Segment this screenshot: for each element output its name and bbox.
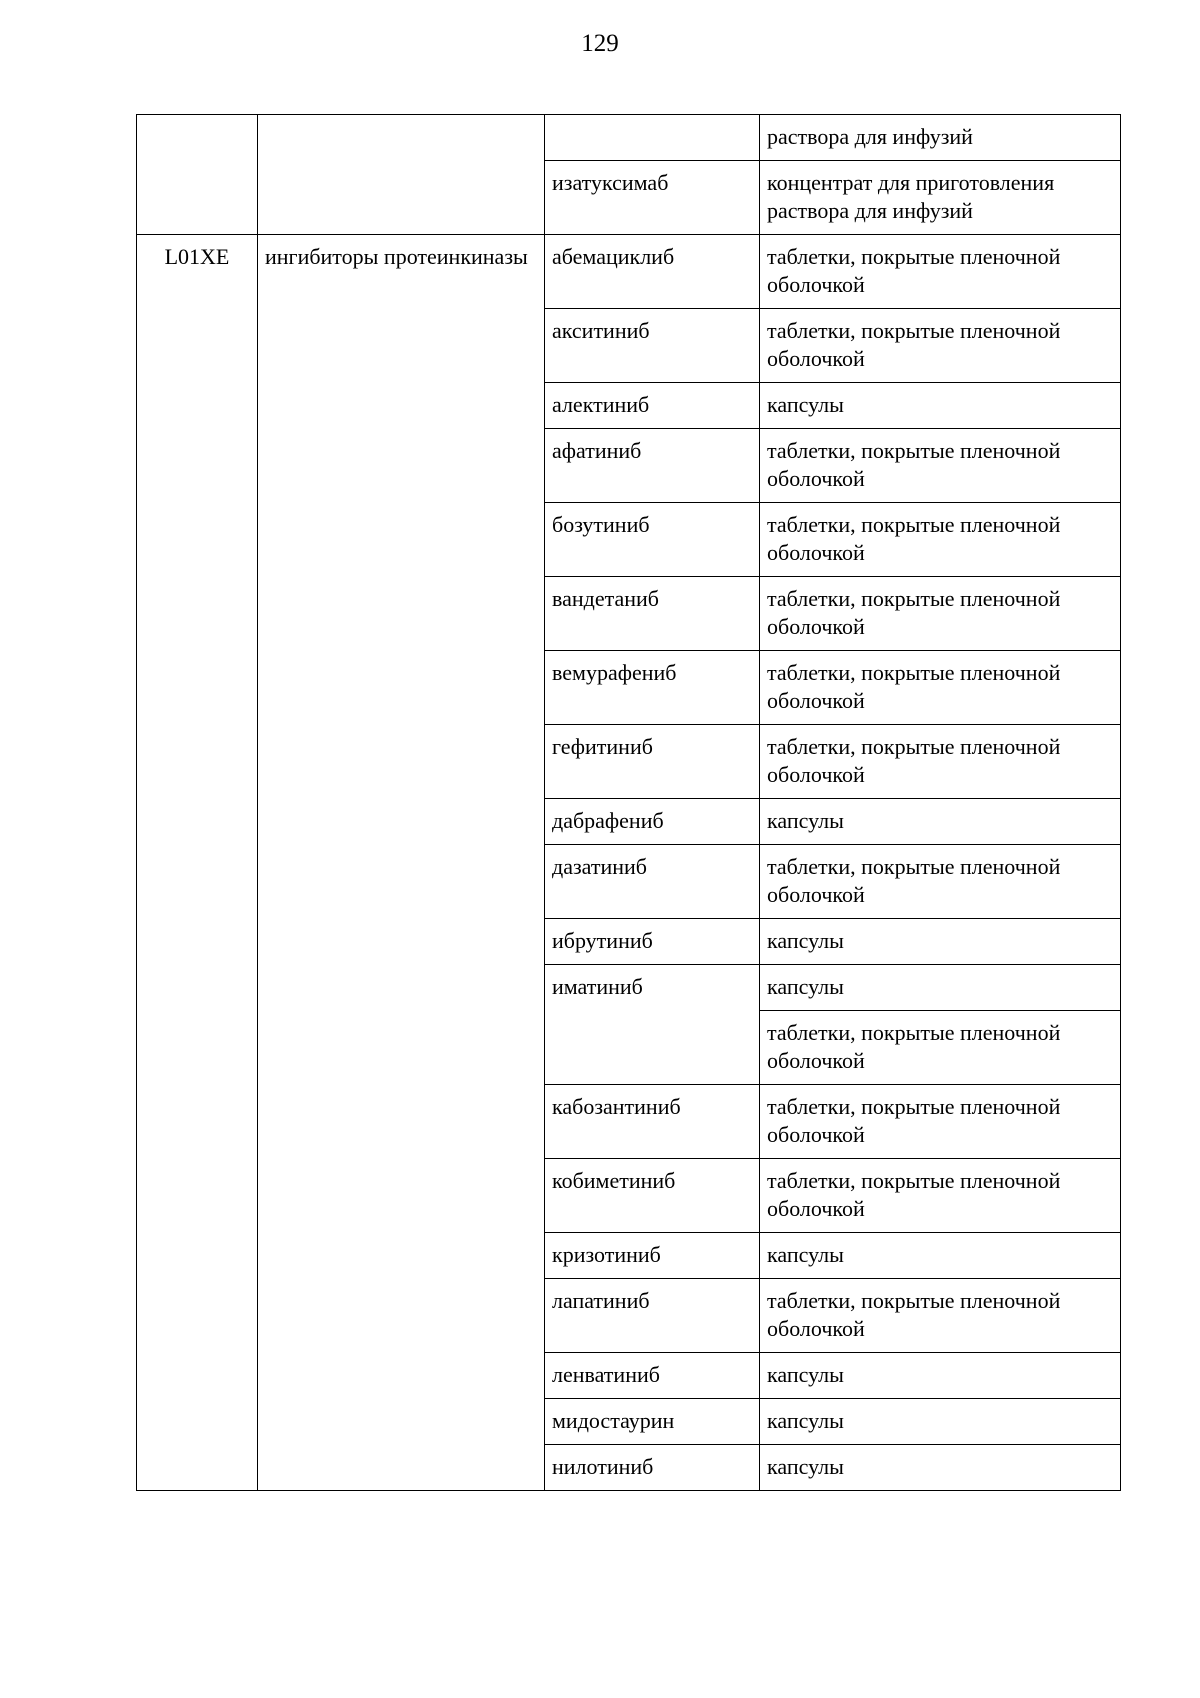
dosage-form-cell: капсулы	[760, 919, 1121, 965]
drug-name-cell: дабрафениб	[545, 799, 760, 845]
drug-name-cell: нилотиниб	[545, 1445, 760, 1491]
drug-name-cell: акситиниб	[545, 309, 760, 383]
dosage-form-cell: таблетки, покрытые пленочной оболочкой	[760, 503, 1121, 577]
dosage-form-cell: таблетки, покрытые пленочной оболочкой	[760, 651, 1121, 725]
drug-name-cell: вемурафениб	[545, 651, 760, 725]
table-row	[137, 235, 1121, 309]
drug-name-cell: кризотиниб	[545, 1233, 760, 1279]
drug-name-cell: абемациклиб	[545, 235, 760, 309]
drug-name-cell: ибрутиниб	[545, 919, 760, 965]
drug-name-cell: вандетаниб	[545, 577, 760, 651]
dosage-form-cell: капсулы	[760, 1353, 1121, 1399]
table-body	[137, 115, 1121, 1491]
drug-name-cell: дазатиниб	[545, 845, 760, 919]
atc-code-cell: L01XE	[137, 235, 258, 1491]
dosage-form-cell: таблетки, покрытые пленочной оболочкой	[760, 429, 1121, 503]
group-name-cell: ингибиторы протеинкиназы	[258, 235, 545, 1491]
dosage-form-cell: таблетки, покрытые пленочной оболочкой	[760, 235, 1121, 309]
dosage-form-cell: раствора для инфузий	[760, 115, 1121, 161]
drug-name-cell	[545, 115, 760, 161]
group-name-cell	[258, 115, 545, 235]
dosage-form-cell: капсулы	[760, 1233, 1121, 1279]
drug-name-cell: бозутиниб	[545, 503, 760, 577]
dosage-form-cell: таблетки, покрытые пленочной оболочкой	[760, 1011, 1121, 1085]
drug-name-cell: лапатиниб	[545, 1279, 760, 1353]
dosage-form-cell: капсулы	[760, 1445, 1121, 1491]
dosage-form-cell: капсулы	[760, 383, 1121, 429]
drug-table	[136, 114, 1121, 1491]
page-number: 129	[581, 30, 619, 57]
drug-name-cell: ленватиниб	[545, 1353, 760, 1399]
dosage-form-cell: таблетки, покрытые пленочной оболочкой	[760, 845, 1121, 919]
drug-name-cell: алектиниб	[545, 383, 760, 429]
drug-name-cell: иматиниб	[545, 965, 760, 1085]
dosage-form-cell: таблетки, покрытые пленочной оболочкой	[760, 1159, 1121, 1233]
drug-name-cell: кобиметиниб	[545, 1159, 760, 1233]
drug-name-cell: гефитиниб	[545, 725, 760, 799]
dosage-form-cell: капсулы	[760, 965, 1121, 1011]
dosage-form-cell: таблетки, покрытые пленочной оболочкой	[760, 577, 1121, 651]
atc-code-cell	[137, 115, 258, 235]
dosage-form-cell: капсулы	[760, 1399, 1121, 1445]
dosage-form-cell: таблетки, покрытые пленочной оболочкой	[760, 309, 1121, 383]
dosage-form-cell: таблетки, покрытые пленочной оболочкой	[760, 1085, 1121, 1159]
dosage-form-cell: капсулы	[760, 799, 1121, 845]
table-row	[137, 115, 1121, 161]
drug-name-cell: кабозантиниб	[545, 1085, 760, 1159]
drug-name-cell: мидостаурин	[545, 1399, 760, 1445]
drug-name-cell: афатиниб	[545, 429, 760, 503]
drug-name-cell: изатуксимаб	[545, 161, 760, 235]
dosage-form-cell: концентрат для приготовления раствора для инфузий	[760, 161, 1121, 235]
dosage-form-cell: таблетки, покрытые пленочной оболочкой	[760, 725, 1121, 799]
dosage-form-cell: таблетки, покрытые пленочной оболочкой	[760, 1279, 1121, 1353]
